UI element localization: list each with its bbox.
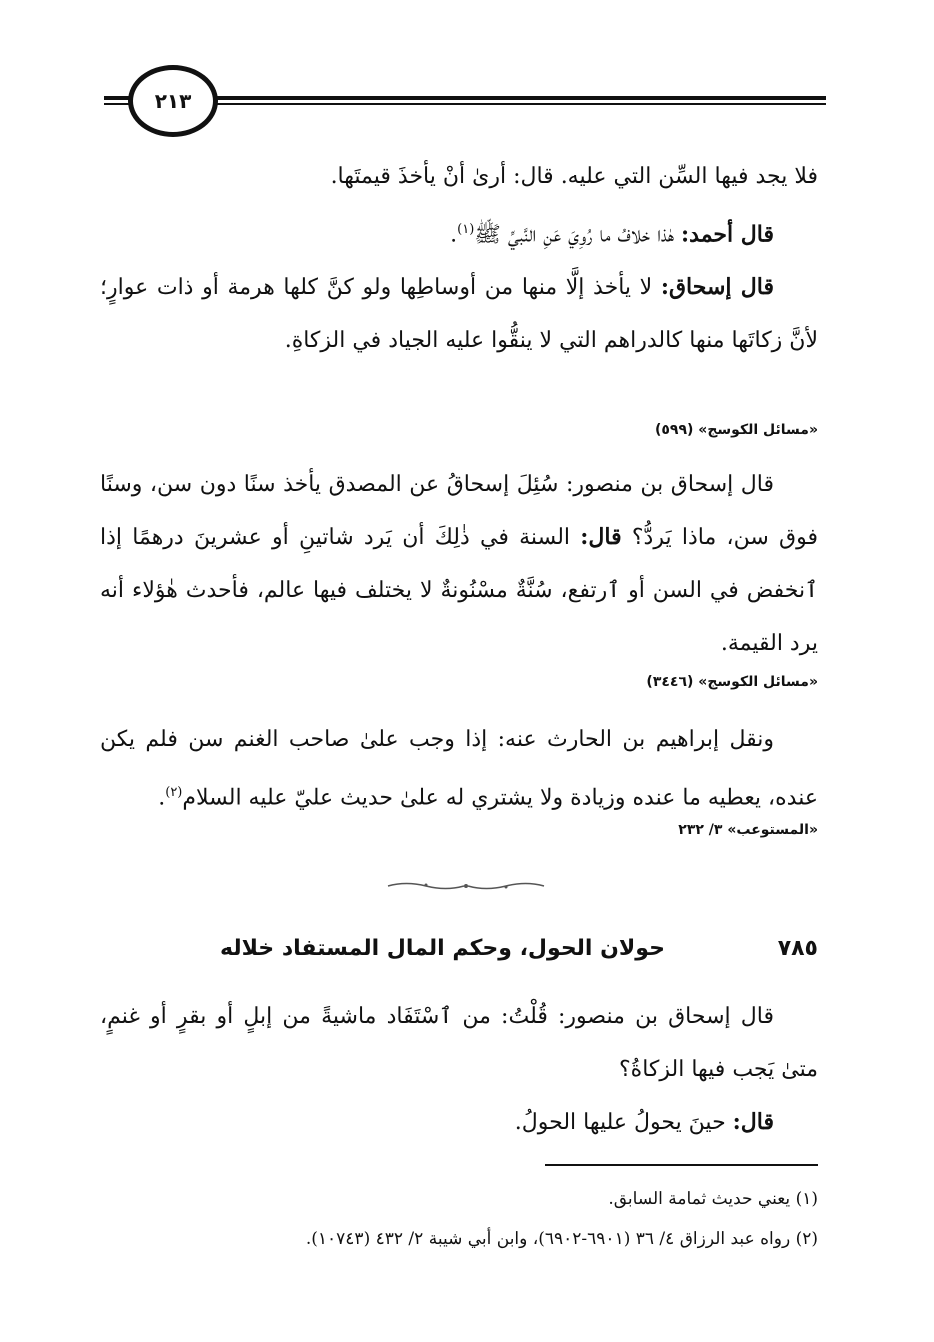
ibrahim-text: ونقل إبراهيم بن الحارث عنه: إذا وجب علىٰ صاحب الغنم سن فلم يكن عنده، يعطيه ما عنده وزيادة ولا يشتري له علىٰ حديث عليّ عليه السلام	[100, 727, 818, 811]
ornament-divider	[386, 880, 546, 892]
page-number	[128, 65, 218, 137]
footnote-2	[100, 1226, 818, 1252]
section-number: ٧٨٥	[777, 936, 818, 961]
kawsaj-qal-label: قال:	[580, 524, 622, 550]
source-citation-2: «مسائل الكوسج» (٣٤٤٦)	[646, 674, 818, 690]
ahmad-text: هٰذا خلافُ ما رُوِيَ عَنِ النَّبيِّ ﷺ	[474, 222, 675, 248]
ahmad-end: .	[450, 222, 458, 248]
source-citation-1: «مسائل الكوسج» (٥٩٩)	[654, 422, 818, 438]
hawl-qal-label: قال:	[732, 1109, 774, 1135]
section-title: حولان الحول، وحكم المال المستفاد خلاله	[220, 936, 665, 961]
hawl-question: قال إسحاق بن منصور: قُلْتُ: من ٱسْتَفَاد ماشيةً من إبلٍ أو بقرٍ أو غنمٍ، متىٰ يَجب فيها الزكاةُ؟	[100, 1004, 818, 1082]
hawl-answer: حينَ يحولُ عليها الحولُ.	[514, 1110, 726, 1135]
footnote-1-text: يعني حديث ثمامة السابق.	[608, 1189, 791, 1209]
paragraph-kawsaj	[100, 458, 818, 670]
footnote-ref-2: (٢)	[165, 785, 183, 800]
kawsaj-question: قال إسحاق بن منصور: سُئِلَ إسحاقُ عن المصدق يأخذ سنًا دون سن، وسنًا فوق سن، ماذا يَردُّ؟	[100, 472, 819, 550]
opening-line: فلا يجد فيها السِّن التي عليه. قال: أرىٰ أنْ يأخذَ قيمتَها.	[330, 164, 818, 189]
section-heading	[220, 936, 818, 961]
ahmad-statement	[100, 203, 818, 261]
ibrahim-end: .	[158, 785, 166, 811]
page-number-text: ٢١٣	[154, 89, 192, 113]
footnote-1	[100, 1186, 818, 1212]
ahmad-label: قال أحمد:	[681, 221, 774, 248]
ornament-icon	[386, 880, 546, 892]
paragraph-ibrahim	[100, 713, 818, 824]
paragraph-hawl	[100, 990, 818, 1149]
footnote-rule	[545, 1164, 818, 1166]
paragraph-opening	[100, 150, 818, 367]
ishaq-text: لا يأخذ إلَّا منها من أوساطِها ولو كنَّ كلها هرمة أو ذات عوارٍ؛ لأنَّ زكاتَها منها كالدراهم التي لا ينقُّوا عليه الجياد في الزكاةِ.	[100, 275, 818, 354]
hawl-answer-line	[100, 1096, 818, 1149]
footnote-ref-1: (١)	[457, 222, 475, 237]
kawsaj-answer: السنة في ذٰلِكَ أن يَرد شاتينِ أو عشرينَ درهمًا إذا ٱنخفض في السن أو ٱرتفع، سُنَّةٌ مسْنُونةٌ لا يختلف فيها عالم، فأحدث هٰؤلاء أنه يرد القيمة.	[100, 525, 818, 656]
ishaq-label: قال إسحاق:	[660, 274, 774, 301]
ishaq-statement	[100, 261, 818, 367]
footnote-2-text: رواه عبد الرزاق ٤/ ٣٦ (٦٩٠١-٦٩٠٢)، وابن أبي شيبة ٢/ ٤٣٢ (١٠٧٤٣).	[305, 1229, 791, 1249]
footnote-2-number: (٢)	[795, 1229, 818, 1249]
footnote-1-number: (١)	[795, 1189, 818, 1209]
source-citation-3: «المستوعب» ٣/ ٢٣٢	[678, 822, 818, 838]
